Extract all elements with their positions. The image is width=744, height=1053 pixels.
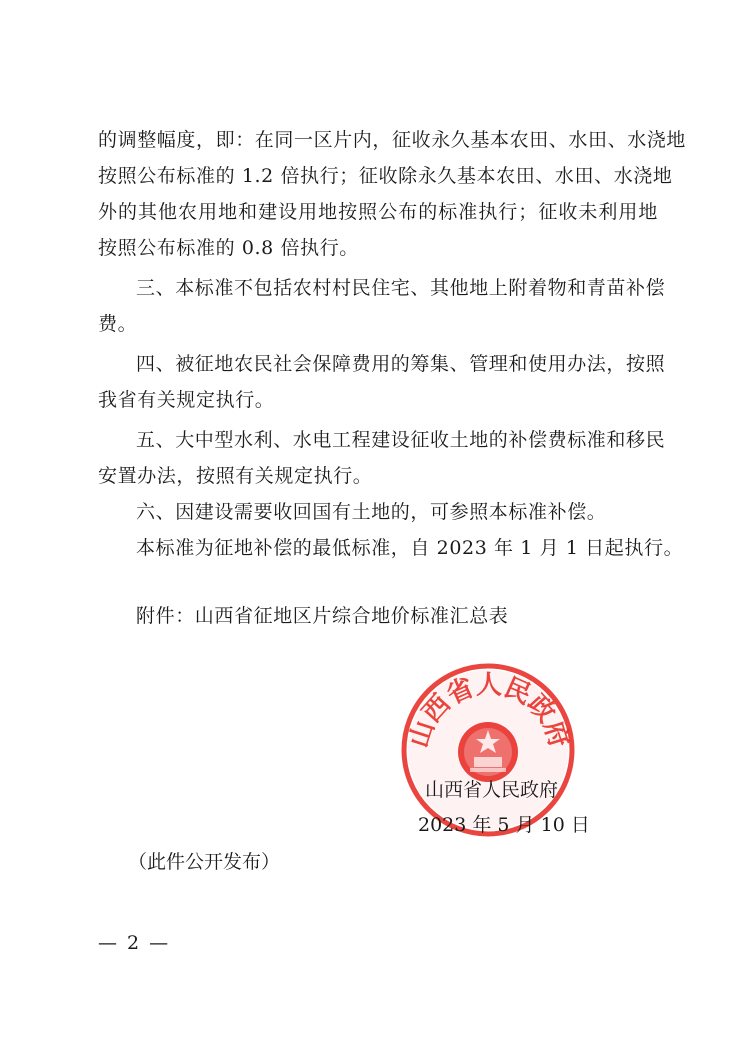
body-line-3: 外的其他农用地和建设用地按照公布的标准执行；征收未利用地 — [98, 201, 658, 223]
signature-date: 2023 年 5 月 10 日 — [418, 814, 590, 836]
signature-org: 山西省人民政府 — [425, 779, 559, 801]
body-line-2: 按照公布标准的 1.2 倍执行；征收除永久基本农田、水田、水浇地 — [98, 165, 673, 187]
publication-note: （此件公开发布） — [128, 851, 281, 873]
body-line-12: 本标准为征地补偿的最低标准，自 2023 年 1 月 1 日起执行。 — [136, 537, 684, 559]
body-line-1: 的调整幅度，即：在同一区片内，征收永久基本农田、水田、水浇地 — [98, 129, 687, 151]
body-line-5: 三、本标准不包括农村村民住宅、其他地上附着物和青苗补偿 — [136, 277, 666, 299]
body-line-6: 费。 — [98, 313, 138, 335]
body-line-10: 安置办法，按照有关规定执行。 — [98, 465, 373, 487]
seal-text: 山西省人民政府 — [404, 670, 574, 752]
body-line-11: 六、因建设需要收回国有土地的，可参照本标准补偿。 — [136, 501, 607, 523]
attachment-line: 附件：山西省征地区片综合地价标准汇总表 — [136, 605, 509, 627]
body-line-4: 按照公布标准的 0.8 倍执行。 — [98, 237, 359, 259]
page-number: — 2 — — [98, 932, 171, 954]
emblem-icon — [458, 722, 518, 782]
body-line-9: 五、大中型水利、水电工程建设征收土地的补偿费标准和移民 — [136, 429, 666, 451]
body-line-7: 四、被征地农民社会保障费用的筹集、管理和使用办法，按照 — [136, 353, 666, 375]
body-line-8: 我省有关规定执行。 — [98, 389, 275, 411]
